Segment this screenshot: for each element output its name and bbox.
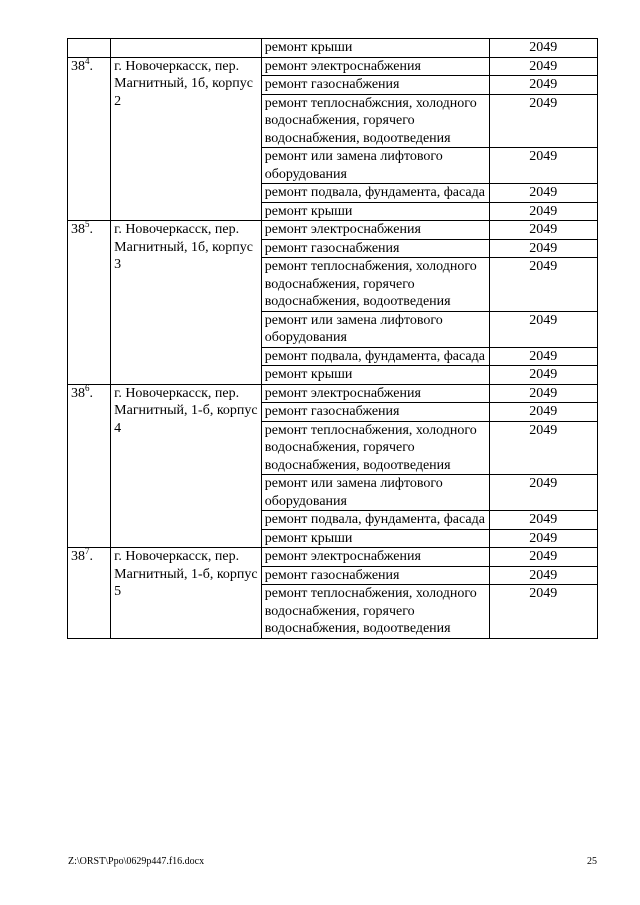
table-row xyxy=(68,39,598,58)
work-cell: ремонт крыши xyxy=(261,39,489,58)
year-cell: 2049 xyxy=(489,511,597,530)
year-cell: 2049 xyxy=(489,384,597,403)
year-cell: 2049 xyxy=(489,366,597,385)
year-cell: 2049 xyxy=(489,548,597,567)
work-cell: ремонт или замена лифтового оборудования xyxy=(261,475,489,511)
year-cell: 2049 xyxy=(489,475,597,511)
item-number-dot: . xyxy=(89,549,93,564)
footer-file-path: Z:\ORST\Ppo\0629p447.f16.docx xyxy=(68,856,205,867)
work-cell: ремонт крыши xyxy=(261,529,489,548)
item-number: 38 xyxy=(71,58,85,74)
year-cell: 2049 xyxy=(489,94,597,148)
item-number-dot: . xyxy=(89,385,93,401)
year-cell: 2049 xyxy=(489,239,597,258)
work-cell: ремонт или замена лифтового оборудования xyxy=(261,311,489,347)
year-cell: 2049 xyxy=(489,39,597,58)
year-cell: 2049 xyxy=(489,566,597,585)
item-number-sup: 5 xyxy=(85,219,90,229)
year-cell: 2049 xyxy=(489,184,597,203)
year-cell: 2049 xyxy=(489,311,597,347)
work-cell: ремонт крыши xyxy=(261,202,489,221)
work-cell: ремонт газоснабжения xyxy=(261,403,489,422)
year-cell: 2049 xyxy=(489,529,597,548)
year-cell: 2049 xyxy=(489,403,597,422)
work-cell: ремонт теплоснабжения, холодного водоснабжения, горячего водоснабжения, водоотведения xyxy=(261,585,489,639)
item-number: 38 xyxy=(71,385,85,401)
year-cell: 2049 xyxy=(489,421,597,475)
year-cell: 2049 xyxy=(489,585,597,639)
work-cell: ремонт подвала, фундамента, фасада xyxy=(261,511,489,530)
work-cell: ремонт электроснабжения xyxy=(261,548,489,567)
work-cell: ремонт теплоснабжения, холодного водоснабжения, горячего водоснабжения, водоотведения xyxy=(261,421,489,475)
work-cell: ремонт теплоснабжения, холодного водоснабжения, горячего водоснабжения, водоотведения xyxy=(261,258,489,312)
work-cell: ремонт подвала, фундамента, фасада xyxy=(261,184,489,203)
works-table xyxy=(67,38,598,639)
address-cell: г. Новочеркасск, пер. Магнитный, 1-б, корпус 5 xyxy=(111,548,262,639)
number-cell xyxy=(68,39,111,58)
work-cell: ремонт газоснабжения xyxy=(261,76,489,95)
item-number-dot: . xyxy=(89,58,93,74)
works-table-body xyxy=(68,39,598,639)
table-row xyxy=(68,384,598,403)
item-number-cell xyxy=(68,548,111,639)
work-cell: ремонт электроснабжения xyxy=(261,57,489,76)
item-number-cell xyxy=(68,57,111,221)
work-cell: ремонт электроснабжения xyxy=(261,221,489,240)
work-cell: ремонт подвала, фундамента, фасада xyxy=(261,347,489,366)
table-row xyxy=(68,221,598,240)
item-number-sup: 6 xyxy=(85,382,90,393)
address-cell: г. Новочеркасск, пер. Магнитный, 1б, корпус 3 xyxy=(111,221,262,385)
year-cell: 2049 xyxy=(489,347,597,366)
item-number-cell xyxy=(68,384,111,548)
address-cell: г. Новочеркасск, пер. Магнитный, 1б, корпус 2 xyxy=(111,57,262,221)
year-cell: 2049 xyxy=(489,76,597,95)
item-number: 38 xyxy=(71,549,85,564)
item-number-sup: 4 xyxy=(85,55,90,66)
table-row xyxy=(68,548,598,567)
address-cell: г. Новочеркасск, пер. Магнитный, 1-б, корпус 4 xyxy=(111,384,262,548)
item-number-dot: . xyxy=(89,222,93,237)
year-cell: 2049 xyxy=(489,57,597,76)
work-cell: ремонт газоснабжения xyxy=(261,566,489,585)
footer-page-number: 25 xyxy=(587,856,597,867)
table-row xyxy=(68,57,598,76)
year-cell: 2049 xyxy=(489,258,597,312)
work-cell: ремонт теплоснабжсния, холодного водоснабжения, горячего водоснабжения, водоотведения xyxy=(261,94,489,148)
work-cell: ремонт или замена лифтового оборудования xyxy=(261,148,489,184)
item-number: 38 xyxy=(71,222,85,237)
work-cell: ремонт крыши xyxy=(261,366,489,385)
item-number-cell xyxy=(68,221,111,385)
year-cell: 2049 xyxy=(489,221,597,240)
work-cell: ремонт газоснабжения xyxy=(261,239,489,258)
work-cell: ремонт электроснабжения xyxy=(261,384,489,403)
year-cell: 2049 xyxy=(489,202,597,221)
year-cell: 2049 xyxy=(489,148,597,184)
item-number-sup: 7 xyxy=(85,546,90,556)
address-cell xyxy=(111,39,262,58)
